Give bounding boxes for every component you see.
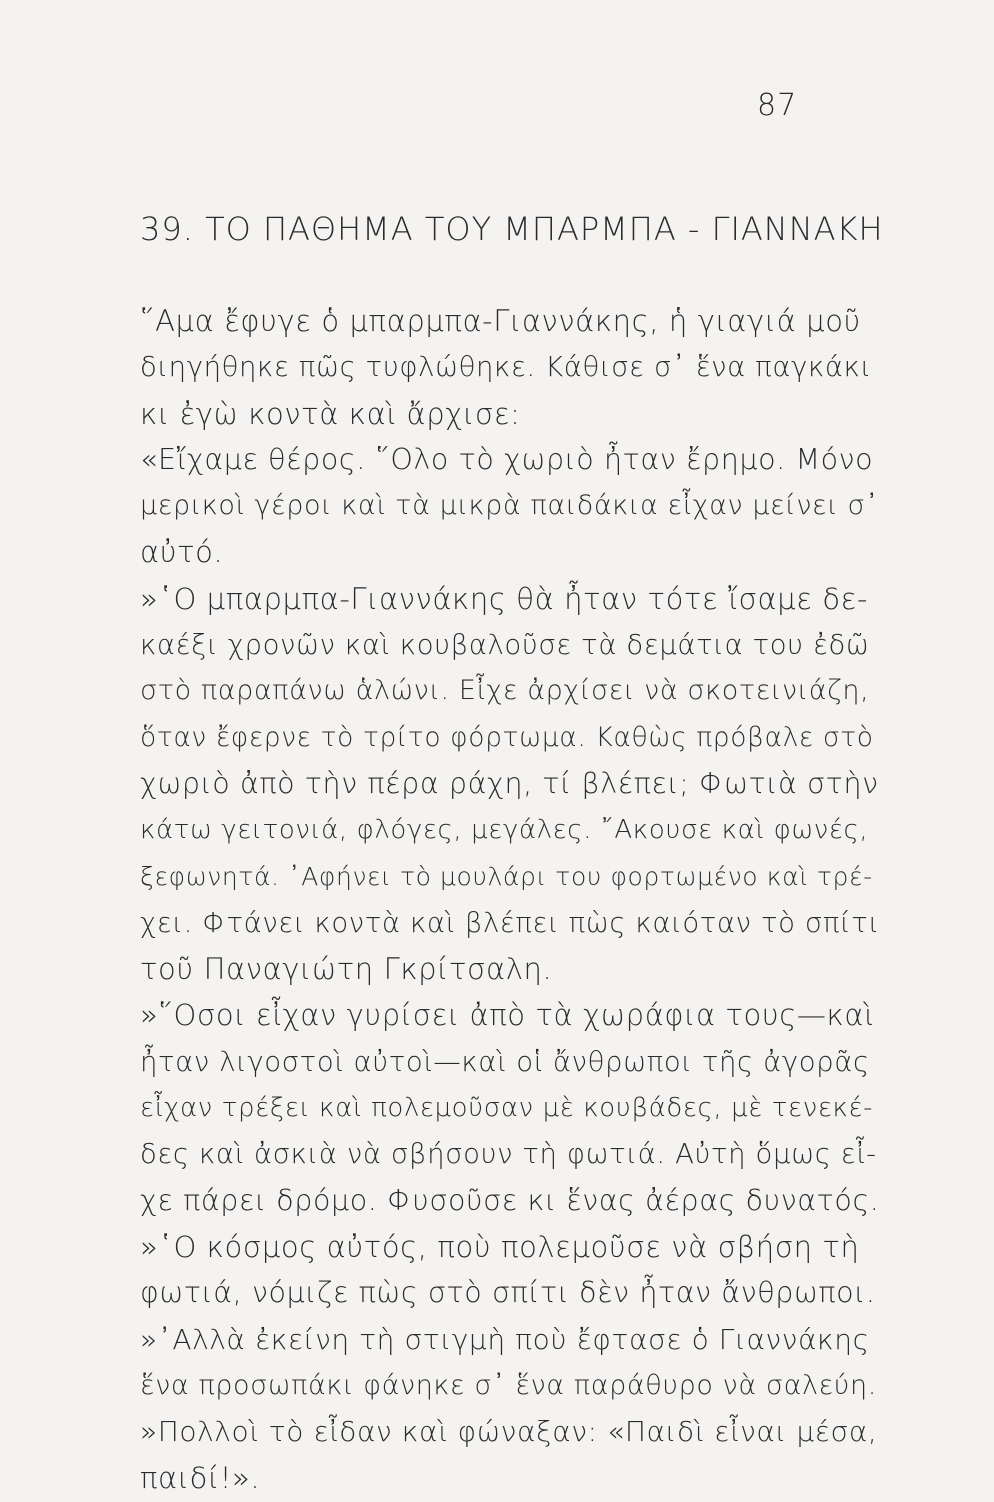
- page-number: 87: [757, 88, 798, 123]
- text-line: »῞Οσοι εἶχαν γυρίσει ἀπὸ τὰ χωράφια τους—καὶ: [140, 998, 875, 1033]
- text-line: χει. Φτάνει κοντὰ καὶ βλέπει πὼς καιόταν τὸ σπίτι: [140, 906, 880, 939]
- text-line: »῾Ο μπαρμπα-Γιαννάκης θὰ ἦταν τότε ἴσαμε δε-: [140, 581, 869, 616]
- text-line: ἕνα προσωπάκι φάνηκε σ᾽ ἕνα παράθυρο νὰ σαλεύη.: [140, 1369, 877, 1401]
- text-line: μερικοὶ γέροι καὶ τὰ μικρὰ παιδάκια εἶχαν μείνει σ᾽: [140, 490, 880, 522]
- text-line: αὐτό.: [140, 535, 224, 570]
- text-line: ξεφωνητά. ᾿Αφήνει τὸ μουλάρι του φορτωμένο καὶ τρέ-: [140, 861, 873, 891]
- text-line: ῞Αμα ἔφυγε ὁ μπαρμπα-Γιαννάκης, ἡ γιαγιά μοῦ: [140, 304, 861, 338]
- text-line: φωτιά, νόμιζε πὼς στὸ σπίτι δὲν ἦταν ἄνθρωποι.: [140, 1276, 876, 1310]
- text-line: »῾Ο κόσμος αὐτός, ποὺ πολεμοῦσε νὰ σβήση τὴ: [140, 1229, 860, 1264]
- text-line: »Πολλοὶ τὸ εἶδαν καὶ φώναξαν: «Παιδὶ εἶναι μέσα,: [140, 1415, 878, 1449]
- text-line: εἶχαν τρέξει καὶ πολεμοῦσαν μὲ κουβάδες, μὲ τενεκέ-: [140, 1093, 874, 1124]
- text-line: κι ἐγὼ κοντὰ καὶ ἄρχισε:: [140, 396, 521, 431]
- text-line: χωριὸ ἀπὸ τὴν πέρα ράχη, τί βλέπει; Φωτιὰ στὴν: [140, 766, 879, 800]
- body-text: [140, 298, 880, 1502]
- text-line: διηγήθηκε πῶς τυφλώθηκε. Κάθισε σ᾽ ἕνα παγκάκι: [140, 351, 872, 384]
- text-line: στὸ παραπάνω ἁλώνι. Εἶχε ἀρχίσει νὰ σκοτεινιάζη,: [140, 675, 870, 707]
- text-line: δες καὶ ἀσκιὰ νὰ σβήσουν τὴ φωτιά. Αὐτὴ ὅμως εἶ-: [140, 1138, 877, 1171]
- text-line: »᾿Αλλὰ ἐκείνη τὴ στιγμὴ ποὺ ἔφτασε ὁ Γιαννάκης: [140, 1322, 870, 1356]
- text-line: ἦταν λιγοστοὶ αὐτοὶ—καὶ οἱ ἄνθρωποι τῆς ἀγορᾶς: [140, 1045, 870, 1078]
- text-line: παιδί!».: [140, 1461, 261, 1496]
- text-line: κάτω γειτονιά, φλόγες, μεγάλες. ῎Ακουσε καὶ φωνές,: [140, 815, 869, 846]
- text-line: καέξι χρονῶν καὶ κουβαλοῦσε τὰ δεμάτια του ἐδῶ: [140, 629, 870, 662]
- text-line: τοῦ Παναγιώτη Γκρίτσαλη.: [140, 952, 553, 987]
- text-line: χε πάρει δρόμο. Φυσοῦσε κι ἕνας ἀέρας δυνατός.: [140, 1183, 880, 1217]
- text-line: ὅταν ἔφερνε τὸ τρίτο φόρτωμα. Καθὼς πρόβαλε στὸ: [140, 721, 874, 753]
- text-line: «Εἴχαμε θέρος. ῞Ολο τὸ χωριὸ ἦταν ἔρημο. Μόνο: [140, 442, 874, 476]
- chapter-title: 39. ΤΟ ΠΑΘΗΜΑ ΤΟΥ ΜΠΑΡΜΠΑ - ΓΙΑΝΝΑΚΗ: [140, 210, 884, 248]
